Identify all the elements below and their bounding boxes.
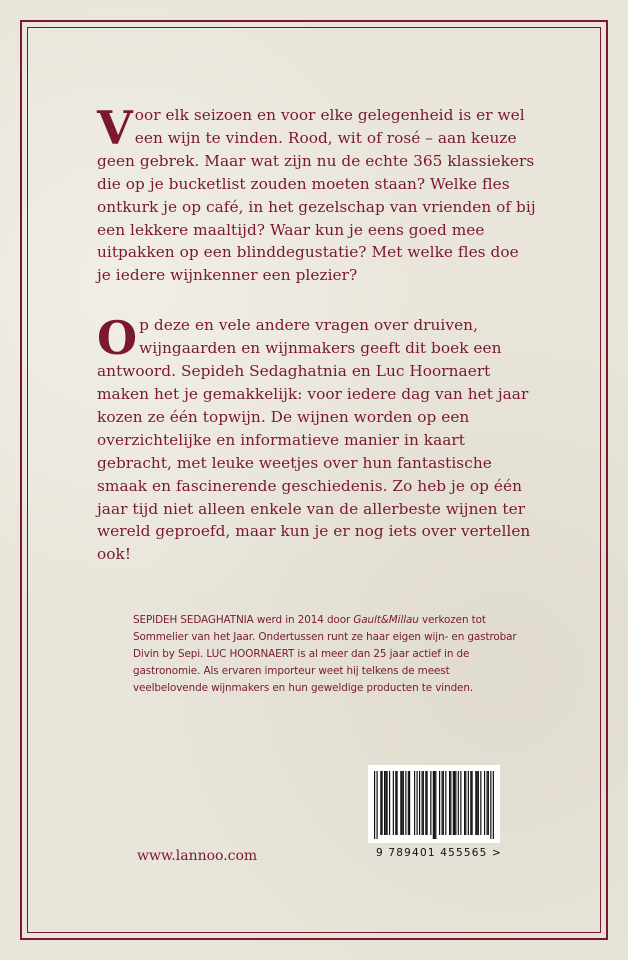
barcode-bar	[458, 771, 459, 835]
barcode-bar	[464, 771, 465, 835]
barcode-bar	[409, 771, 410, 835]
barcode-bar	[443, 771, 444, 835]
barcode-bar	[493, 771, 494, 839]
bio-part-2: verkozen tot Sommelier van het Jaar. Ondertussen runt ze haar eigen wijn- en gastrobar Divin by Sepi. LUC HOORNAERT is al meer dan 25 jaar actief in de gastronomie. Als ervaren importeur weet hij telkens de meest veelbelovende wijnmakers en hun geweldige producten te vinden.	[133, 614, 517, 694]
barcode-bar	[423, 771, 424, 835]
barcode-bar	[377, 771, 378, 839]
barcode-bars	[374, 771, 494, 839]
barcode-bar	[490, 771, 491, 839]
barcode-bar	[417, 771, 418, 835]
barcode-bar	[478, 771, 479, 835]
paragraph-1-text: oor elk seizoen en voor elke gelegenheid is er wel een wijn te vinden. Rood, wit of rosé – aan keuze geen gebrek. Maar wat zijn nu de echte 365 klassiekers die op je bucketlist zouden moeten staan? Welke fles ontkurk je op café, in het gezelschap van vrienden of bij een lekkere maaltijd? Waar kun je eens goed mee uitpakken op een blinddegustatie? Met welke fles doe je iedere wijnkenner een plezier?	[97, 106, 536, 285]
barcode-bar	[427, 771, 428, 835]
barcode-bar	[374, 771, 375, 839]
barcode-bar	[434, 771, 435, 839]
barcode-bar	[460, 771, 461, 835]
barcode-bar	[395, 771, 396, 835]
barcode-bar	[380, 771, 381, 835]
barcode-bar	[389, 771, 390, 835]
barcode-bar	[387, 771, 388, 835]
publisher-website[interactable]: www.lannoo.com	[137, 848, 258, 864]
isbn-number: 9 789401 455565 >	[376, 847, 503, 859]
barcode-bar	[425, 771, 426, 835]
barcode-bar	[475, 771, 476, 835]
paragraph-2-text: p deze en vele andere vragen over druiven, wijngaarden en wijnmakers geeft dit boek een antwoord. Sepideh Sedaghatnia en Luc Hoornaert maken het je gemakkelijk: voor iedere dag van het jaar kozen ze één topwijn. De wijnen worden op een overzichtelijke en informatieve manier in kaart gebracht, met leuke weetjes over hun fantastische smaak en fascinerende geschiedenis. Zo heb je op één jaar tijd niet alleen enkele van de allerbeste wijnen ter wereld geproefd, maar kun je er nog iets over vertellen ook!	[97, 316, 531, 564]
isbn-barcode	[368, 765, 503, 867]
barcode-bar	[422, 771, 423, 835]
barcode-bar	[442, 771, 443, 835]
blurb-paragraph-1	[97, 101, 537, 287]
dropcap-v: V	[97, 101, 133, 155]
barcode-bar	[393, 771, 394, 835]
barcode-bar	[400, 771, 401, 835]
barcode-bar	[435, 771, 436, 839]
barcode-bar	[477, 771, 478, 835]
blurb	[97, 101, 537, 593]
barcode-bar	[384, 771, 385, 835]
barcode-bar	[454, 771, 455, 835]
bio-part-1: SEPIDEH SEDAGHATNIA werd in 2014 door	[133, 614, 354, 626]
barcode-bar	[403, 771, 404, 835]
barcode-bar	[414, 771, 415, 835]
bio-award-name: Gault&Millau	[353, 614, 419, 626]
author-bio	[133, 612, 523, 697]
barcode-bar	[382, 771, 383, 835]
barcode-bar	[465, 771, 466, 835]
barcode-bar	[433, 771, 434, 839]
barcode-bar	[402, 771, 403, 835]
barcode-bar	[450, 771, 451, 835]
barcode-bar	[488, 771, 489, 835]
blurb-paragraph-2	[97, 311, 537, 566]
barcode-bar	[419, 771, 420, 835]
barcode-bar	[487, 771, 488, 835]
barcode-bar	[484, 771, 485, 835]
barcode-bar	[455, 771, 456, 835]
barcode-bar	[430, 771, 431, 835]
dropcap-o: O	[97, 311, 138, 366]
barcode-bar	[439, 771, 440, 835]
barcode-bar	[405, 771, 406, 835]
barcode-bar	[397, 771, 398, 835]
barcode-bar	[449, 771, 450, 835]
barcode-bar	[472, 771, 473, 835]
barcode-bar	[453, 771, 454, 835]
barcode-bar	[480, 771, 481, 835]
barcode-bar	[468, 771, 469, 835]
barcode-bar	[470, 771, 471, 835]
barcode-bar	[445, 771, 446, 835]
barcode-bar	[385, 771, 386, 835]
barcode-bar	[408, 771, 409, 835]
